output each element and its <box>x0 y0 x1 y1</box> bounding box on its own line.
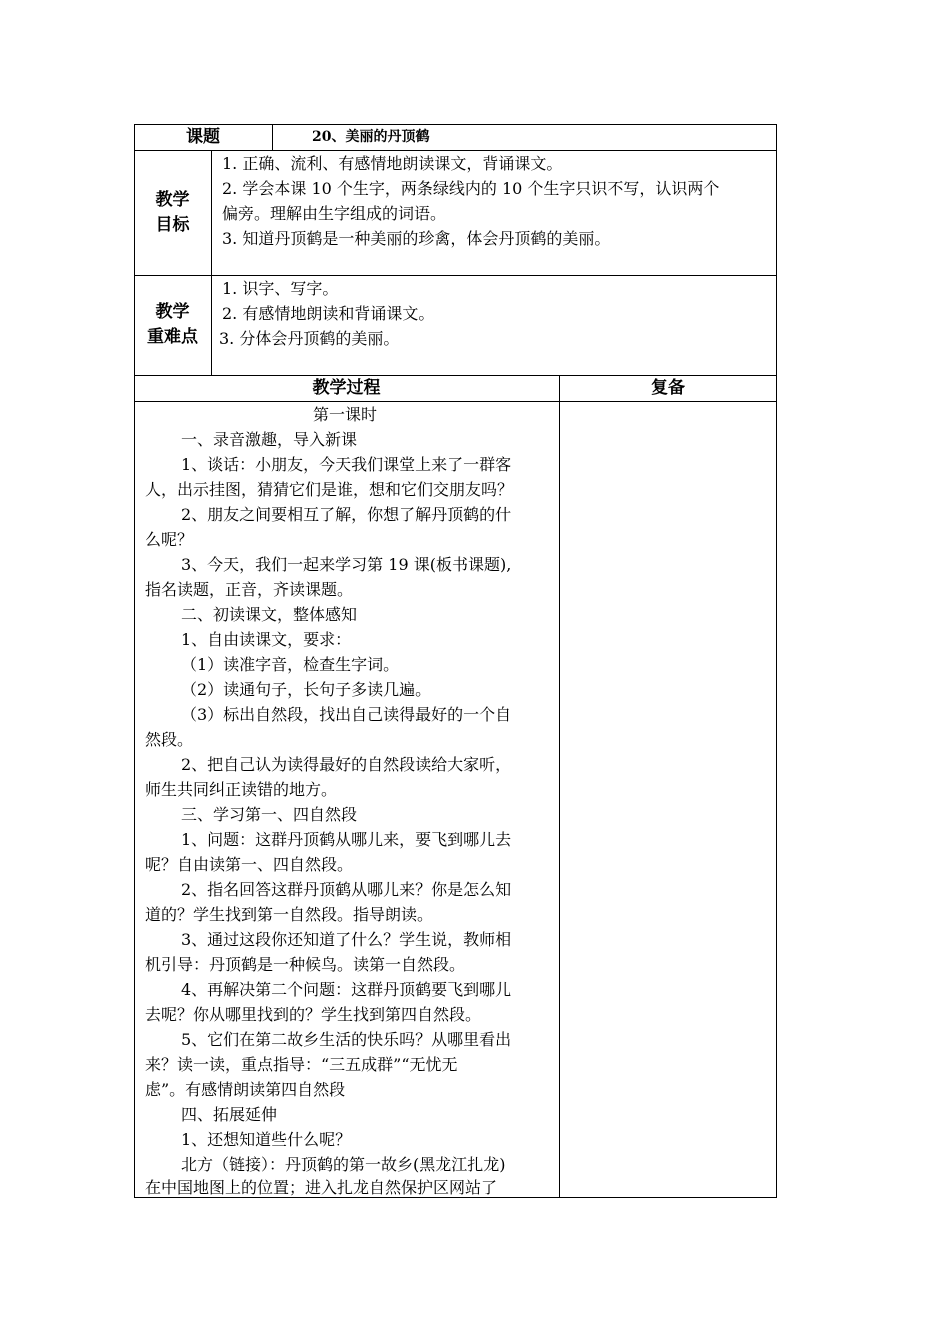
process-line: 道的？学生找到第一自然段。指导朗读。 <box>145 905 434 924</box>
difficulty-item: 2. 有感情地朗读和背诵课文。 <box>222 304 435 323</box>
process-line: 指名读题，正音，齐读课题。 <box>145 580 354 599</box>
process-line: 虑”。有感情朗读第四自然段 <box>145 1080 346 1099</box>
process-line: 2、朋友之间要相互了解，你想了解丹顶鹤的什 <box>181 505 512 524</box>
process-line: 3、通过这段你还知道了什么？学生说，教师相 <box>181 930 512 949</box>
process-line: 一、录音激趣，导入新课 <box>181 430 358 449</box>
column-divider <box>272 124 273 151</box>
difficulties-label-line2: 重难点 <box>147 327 198 347</box>
process-header: 教学过程 <box>312 378 381 398</box>
difficulty-item: 1. 识字、写字。 <box>222 279 339 298</box>
process-line: 4、再解决第二个问题：这群丹顶鹤要飞到哪儿 <box>181 980 512 999</box>
objective-item: 3. 知道丹顶鹤是一种美丽的珍禽，体会丹顶鹤的美丽。 <box>222 229 611 248</box>
objective-item: 1. 正确、流利、有感情地朗读课文，背诵课文。 <box>222 154 563 173</box>
process-line: 3、今天，我们一起来学习第 19 课(板书课题), <box>181 555 512 574</box>
revision-header: 复备 <box>651 378 685 398</box>
objectives-label-line1: 教学 <box>155 190 190 210</box>
topic-title: 20、美丽的丹顶鹤 <box>312 129 430 145</box>
process-line: 人，出示挂图，猜猜它们是谁，想和它们交朋友吗？ <box>145 480 514 499</box>
process-line: 么呢？ <box>145 530 194 549</box>
process-line: 去呢？你从哪里找到的？学生找到第四自然段。 <box>145 1005 482 1024</box>
revision-notes-area <box>560 402 776 1197</box>
process-line: 机引导：丹顶鹤是一种候鸟。读第一自然段。 <box>145 955 466 974</box>
topic-label: 课题 <box>186 127 220 147</box>
difficulties-label-line1: 教学 <box>155 302 190 322</box>
process-line: 三、学习第一、四自然段 <box>181 805 358 824</box>
process-line: 1、问题：这群丹顶鹤从哪儿来，要飞到哪儿去 <box>181 830 512 849</box>
process-line: 然段。 <box>145 730 194 749</box>
process-line: 来？读一读，重点指导：“三五成群”“无忧无 <box>145 1055 458 1074</box>
process-line: 二、初读课文，整体感知 <box>181 605 358 624</box>
objective-item: 偏旁。理解由生字组成的词语。 <box>222 204 447 223</box>
process-line: 北方（链接）：丹顶鹤的第一故乡(黑龙江扎龙) <box>181 1155 506 1174</box>
process-line: 1、自由读课文，要求： <box>181 630 352 649</box>
difficulty-item: 3. 分体会丹顶鹤的美丽。 <box>219 329 400 348</box>
process-line: 1、还想知道些什么呢？ <box>181 1130 352 1149</box>
process-line: 2、指名回答这群丹顶鹤从哪儿来？你是怎么知 <box>181 880 512 899</box>
process-line: 5、它们在第二故乡生活的快乐吗？从哪里看出 <box>181 1030 512 1049</box>
process-line: 师生共同纠正读错的地方。 <box>145 780 338 799</box>
process-line: 在中国地图上的位置；进入扎龙自然保护区网站了 <box>145 1178 498 1197</box>
process-line: 2、把自己认为读得最好的自然段读给大家听， <box>181 755 512 774</box>
column-divider <box>211 150 212 376</box>
process-line: （1）读准字音，检查生字词。 <box>181 655 400 674</box>
process-line: 呢？自由读第一、四自然段。 <box>145 855 354 874</box>
process-line: 四、拓展延伸 <box>181 1105 278 1124</box>
process-line: （3）标出自然段，找出自己读得最好的一个自 <box>181 705 512 724</box>
objective-item: 2. 学会本课 10 个生字，两条绿线内的 10 个生字只识不写，认识两个 <box>222 179 720 198</box>
process-line: （2）读通句子，长句子多读几遍。 <box>181 680 432 699</box>
objectives-label-line2: 目标 <box>155 215 190 235</box>
process-line: 1、谈话：小朋友，今天我们课堂上来了一群客 <box>181 455 512 474</box>
lesson-period-title: 第一课时 <box>313 405 378 424</box>
